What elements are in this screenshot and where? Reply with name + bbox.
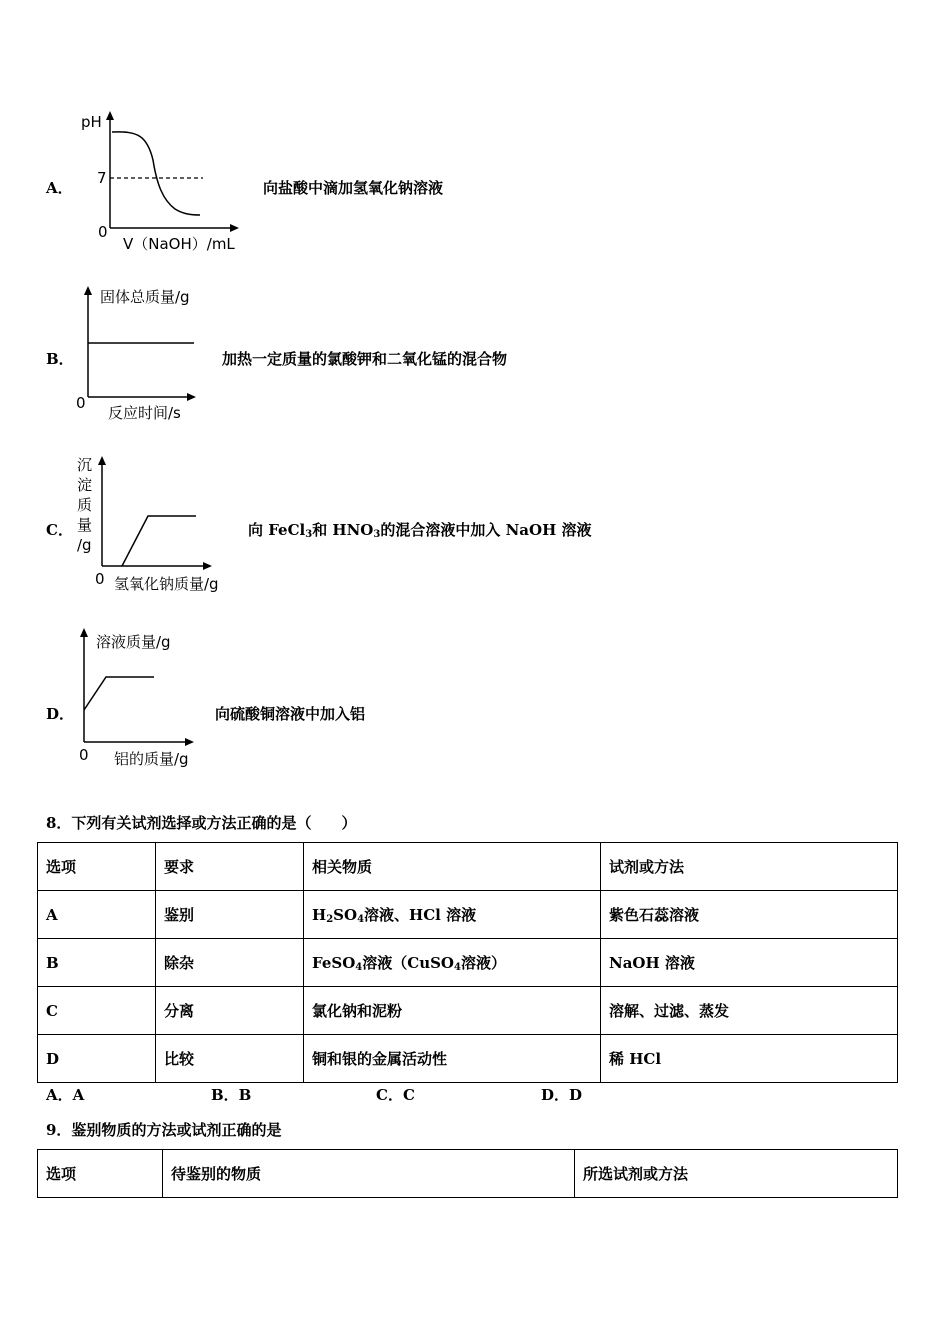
substance-cell: 铜和银的金属活动性 bbox=[304, 1035, 601, 1083]
substance-cell: $H_2SO_4$溶液、HCl 溶液 bbox=[304, 891, 601, 939]
header-cell: 选项 bbox=[38, 843, 156, 891]
origin-label: 0 bbox=[76, 394, 86, 412]
q9-title: 9．鉴别物质的方法或试剂正确的是 bbox=[46, 1121, 282, 1139]
requirement-cell: 除杂 bbox=[156, 939, 304, 987]
ref-tick-label: 7 bbox=[97, 169, 107, 187]
table-header-row bbox=[38, 843, 898, 891]
option-b-label: B． bbox=[46, 350, 74, 368]
solution-mass-line bbox=[84, 677, 154, 710]
requirement-cell: 分离 bbox=[156, 987, 304, 1035]
y-axis-label-char: /g bbox=[77, 536, 92, 554]
option-c-label: C． bbox=[46, 521, 73, 539]
option-c-description: 向 FeCl$_3$和 $HNO_3$的混合溶液中加入 NaOH 溶液 bbox=[248, 521, 592, 540]
header-cell: 所选试剂或方法 bbox=[575, 1150, 898, 1198]
origin-label: 0 bbox=[79, 746, 89, 764]
table-row bbox=[38, 1035, 898, 1083]
option-a-label: A． bbox=[46, 179, 73, 197]
header-cell: 试剂或方法 bbox=[601, 843, 898, 891]
requirement-cell: 鉴别 bbox=[156, 891, 304, 939]
substance-cell: 氯化钠和泥粉 bbox=[304, 987, 601, 1035]
q8-choices bbox=[46, 1084, 746, 1104]
y-axis-label: 溶液质量/g bbox=[96, 633, 171, 651]
choice-d[interactable]: D．D bbox=[541, 1086, 583, 1104]
option-b-description: 加热一定质量的氯酸钾和二氧化锰的混合物 bbox=[222, 350, 508, 368]
option-a-description: 向盐酸中滴加氢氧化钠溶液 bbox=[263, 179, 444, 197]
header-cell: 选项 bbox=[38, 1150, 163, 1198]
y-axis-label-char: 淀 bbox=[77, 476, 93, 494]
table-row bbox=[38, 939, 898, 987]
y-axis-label: pH bbox=[81, 113, 102, 131]
y-axis-label: 固体总质量/g bbox=[100, 288, 190, 306]
option-d-label: D． bbox=[46, 705, 75, 723]
choice-c[interactable]: C．C bbox=[376, 1086, 415, 1104]
requirement-cell: 比较 bbox=[156, 1035, 304, 1083]
option-d-description: 向硫酸铜溶液中加入铝 bbox=[215, 705, 366, 723]
origin-label: 0 bbox=[98, 223, 108, 241]
substance-cell: FeSO$_4$溶液（CuSO$_4$溶液） bbox=[304, 939, 601, 987]
q9-table bbox=[37, 1149, 898, 1198]
y-axis-label-char: 质 bbox=[77, 496, 93, 514]
choice-b[interactable]: B．B bbox=[211, 1086, 252, 1104]
x-axis-label: 铝的质量/g bbox=[114, 750, 189, 768]
x-axis-label: 氢氧化钠质量/g bbox=[114, 575, 219, 593]
option-d-graph bbox=[70, 622, 250, 772]
q8-title: 8．下列有关试剂选择或方法正确的是（ ） bbox=[46, 814, 357, 832]
y-axis-label-char: 沉 bbox=[77, 456, 93, 474]
option-cell: B bbox=[38, 939, 156, 987]
option-c-graph bbox=[72, 450, 252, 600]
header-cell: 待鉴别的物质 bbox=[163, 1150, 575, 1198]
header-cell: 相关物质 bbox=[304, 843, 601, 891]
table-header-row bbox=[38, 1150, 898, 1198]
method-cell: 稀 HCl bbox=[601, 1035, 898, 1083]
table-row bbox=[38, 891, 898, 939]
option-cell: A bbox=[38, 891, 156, 939]
table-row bbox=[38, 987, 898, 1035]
method-cell: 溶解、过滤、蒸发 bbox=[601, 987, 898, 1035]
method-cell: NaOH 溶液 bbox=[601, 939, 898, 987]
origin-label: 0 bbox=[95, 570, 105, 588]
precipitate-line bbox=[122, 516, 196, 566]
header-cell: 要求 bbox=[156, 843, 304, 891]
q8-table bbox=[37, 842, 898, 1083]
option-cell: C bbox=[38, 987, 156, 1035]
choice-a[interactable]: A．A bbox=[46, 1086, 85, 1104]
x-axis-label: V（NaOH）/mL bbox=[123, 235, 235, 253]
option-a-graph bbox=[75, 105, 255, 255]
option-cell: D bbox=[38, 1035, 156, 1083]
x-axis-label: 反应时间/s bbox=[108, 404, 181, 422]
method-cell: 紫色石蕊溶液 bbox=[601, 891, 898, 939]
titration-curve bbox=[112, 132, 200, 215]
y-axis-label-char: 量 bbox=[77, 516, 93, 534]
